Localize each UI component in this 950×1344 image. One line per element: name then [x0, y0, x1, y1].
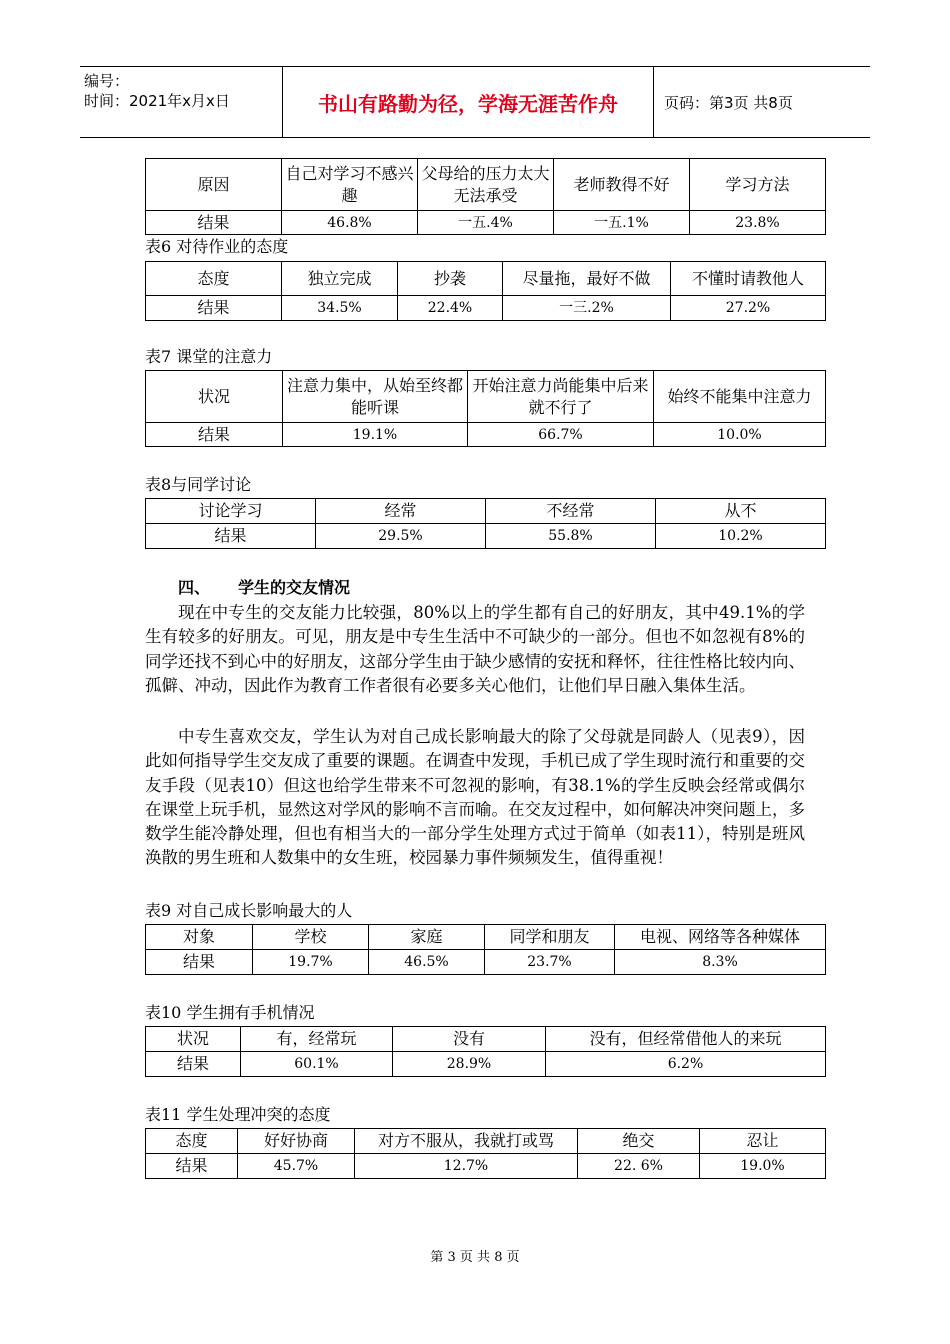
table-cell: 有，经常玩 — [241, 1027, 393, 1052]
table-cell: 46.5% — [369, 950, 485, 975]
table-cell: 一五.4% — [418, 211, 554, 235]
table-cell: 注意力集中，从始至终都能听课 — [283, 371, 468, 423]
table-cell: 独立完成 — [282, 262, 398, 296]
table-cell: 19.7% — [253, 950, 369, 975]
header-page-info: 页码：第3页 共8页 — [664, 93, 793, 112]
table-row — [146, 1154, 826, 1179]
table-cell: 没有，但经常借他人的来玩 — [546, 1027, 826, 1052]
table-cell: 父母给的压力太大无法承受 — [418, 159, 554, 211]
table-caption: 表7 课堂的注意力 — [145, 347, 273, 366]
table-cell: 原因 — [146, 159, 282, 211]
section-heading — [178, 575, 350, 598]
table-cell: 34.5% — [282, 296, 398, 321]
table-cell: 老师教得不好 — [554, 159, 690, 211]
table-cell: 尽量拖，最好不做 — [503, 262, 671, 296]
table-cell: 电视、网络等各种媒体 — [615, 925, 826, 950]
table-cell: 27.2% — [671, 296, 826, 321]
table-cell: 结果 — [146, 950, 253, 975]
table-cell: 19.1% — [283, 423, 468, 447]
table-cell: 态度 — [146, 262, 282, 296]
header-motto: 书山有路勤为径，学海无涯苦作舟 — [282, 67, 654, 137]
table-conflict-handling — [145, 1128, 826, 1179]
table-cell: 60.1% — [241, 1052, 393, 1077]
table-row — [146, 1052, 826, 1077]
table-cell: 6.2% — [546, 1052, 826, 1077]
table-row — [146, 1129, 826, 1154]
table-cell: 开始注意力尚能集中后来就不行了 — [468, 371, 654, 423]
table-cell: 28.9% — [393, 1052, 546, 1077]
table-cell: 学习方法 — [690, 159, 826, 211]
table-cell: 自己对学习不感兴趣 — [282, 159, 418, 211]
table-cell: 经常 — [316, 499, 486, 524]
table-row — [146, 211, 826, 235]
table-cell: 始终不能集中注意力 — [654, 371, 826, 423]
table-caption: 表9 对自己成长影响最大的人 — [145, 901, 353, 920]
table-cell: 学校 — [253, 925, 369, 950]
table-cell: 状况 — [146, 371, 283, 423]
table-cell: 不经常 — [486, 499, 656, 524]
table-cell: 22.4% — [398, 296, 503, 321]
table-study-reasons — [145, 158, 826, 235]
table-cell: 结果 — [146, 524, 316, 549]
table-cell: 23.7% — [485, 950, 615, 975]
table-cell: 8.3% — [615, 950, 826, 975]
table-homework-attitude — [145, 261, 826, 321]
table-cell: 19.0% — [700, 1154, 826, 1179]
number-label: 编号： — [84, 72, 130, 90]
header-meta — [84, 71, 280, 111]
table-caption: 表11 学生处理冲突的态度 — [145, 1105, 331, 1124]
table-phone-ownership — [145, 1026, 826, 1077]
table-cell: 10.2% — [656, 524, 826, 549]
table-caption: 表8与同学讨论 — [145, 475, 252, 494]
body-paragraph: 现在中专生的交友能力比较强，80%以上的学生都有自己的好朋友，其中49.1%的学生有较多的好朋友。可见，朋友是中专生生活中不可缺少的一部分。但也不如忽视有8%的同学还找不到心中的好朋友，这部分学生由于缺少感情的安抚和释怀，往往性格比较内向、孤僻、冲动，因此作为教育工作者很有必要多关心他们，让他们早日融入集体生活。 — [145, 603, 805, 695]
table-cell: 对方不服从，我就打或骂 — [355, 1129, 578, 1154]
table-cell: 一五.1% — [554, 211, 690, 235]
table-cell: 好好协商 — [238, 1129, 355, 1154]
table-row — [146, 950, 826, 975]
table-row — [146, 296, 826, 321]
table-cell: 从不 — [656, 499, 826, 524]
table-row — [146, 1027, 826, 1052]
table-cell: 讨论学习 — [146, 499, 316, 524]
table-cell: 一三.2% — [503, 296, 671, 321]
table-cell: 45.7% — [238, 1154, 355, 1179]
table-cell: 状况 — [146, 1027, 241, 1052]
table-row — [146, 159, 826, 211]
table-cell: 10.0% — [654, 423, 826, 447]
table-row — [146, 262, 826, 296]
table-cell: 66.7% — [468, 423, 654, 447]
table-cell: 结果 — [146, 1154, 238, 1179]
table-cell: 23.8% — [690, 211, 826, 235]
table-cell: 29.5% — [316, 524, 486, 549]
page-header — [80, 66, 870, 138]
table-cell: 55.8% — [486, 524, 656, 549]
table-cell: 结果 — [146, 1052, 241, 1077]
table-cell: 不懂时请教他人 — [671, 262, 826, 296]
table-cell: 抄袭 — [398, 262, 503, 296]
table-caption: 表10 学生拥有手机情况 — [145, 1003, 315, 1022]
table-class-attention — [145, 370, 826, 447]
table-cell: 家庭 — [369, 925, 485, 950]
table-row — [146, 925, 826, 950]
table-cell: 46.8% — [282, 211, 418, 235]
table-cell: 对象 — [146, 925, 253, 950]
table-row — [146, 499, 826, 524]
table-cell: 态度 — [146, 1129, 238, 1154]
section-title: 学生的交友情况 — [238, 578, 351, 597]
table-cell: 结果 — [146, 423, 283, 447]
table-caption: 表6 对待作业的态度 — [145, 237, 289, 256]
table-cell: 12.7% — [355, 1154, 578, 1179]
date-label: 时间：2021年x月x日 — [84, 92, 230, 110]
table-row — [146, 371, 826, 423]
table-cell: 结果 — [146, 296, 282, 321]
section-number: 四、 — [178, 578, 211, 597]
table-discussion — [145, 498, 826, 549]
table-cell: 同学和朋友 — [485, 925, 615, 950]
table-cell: 没有 — [393, 1027, 546, 1052]
table-influence — [145, 924, 826, 975]
table-cell: 绝交 — [578, 1129, 700, 1154]
table-row — [146, 524, 826, 549]
body-paragraph: 中专生喜欢交友，学生认为对自己成长影响最大的除了父母就是同龄人（见表9），因此如何指导学生交友成了重要的课题。在调查中发现，手机已成了学生现时流行和重要的交友手段（见表10）但这也给学生带来不可忽视的影响，有38.1%的学生反映会经常或偶尔在课堂上玩手机，显然这对学风的影响不言而喻。在交友过程中，如何解决冲突问题上，多数学生能冷静处理，但也有相当大的一部分学生处理方式过于简单（如表11），特别是班风涣散的男生班和人数集中的女生班，校园暴力事件频频发生，值得重视！ — [145, 727, 805, 868]
table-cell: 22. 6% — [578, 1154, 700, 1179]
table-cell: 忍让 — [700, 1129, 826, 1154]
table-cell: 结果 — [146, 211, 282, 235]
page-footer: 第 3 页 共 8 页 — [430, 1250, 520, 1265]
table-row — [146, 423, 826, 447]
